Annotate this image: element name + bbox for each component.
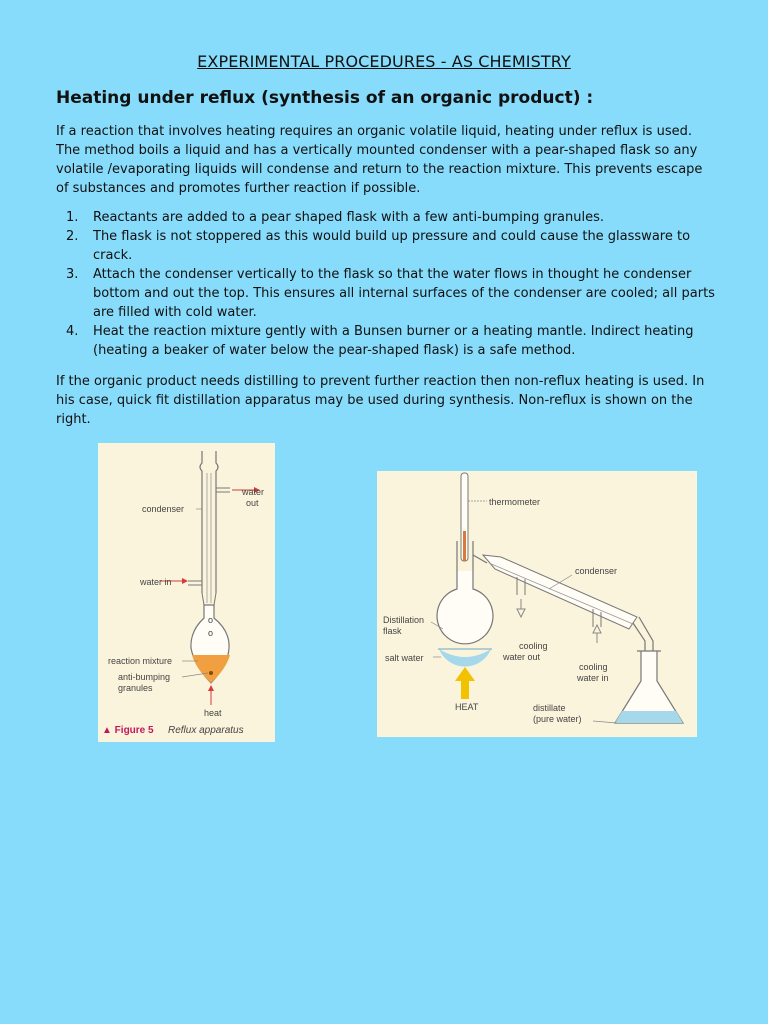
figure-caption-number: ▲ Figure 5: [102, 725, 154, 736]
reflux-diagram: [98, 443, 275, 742]
cooling-water-in-label: water in: [577, 673, 609, 683]
granule-icon: [209, 671, 213, 675]
step-text: Heat the reaction mixture gently with a Bunsen burner or a heating mantle. Indirect heating (heating a beaker of water below the pear-shaped flask) is a safe method.: [93, 324, 694, 358]
figure-caption-text: Reflux apparatus: [168, 725, 244, 736]
leader-line: [593, 721, 617, 723]
condenser-label: condenser: [575, 566, 618, 576]
droplet-icon: o: [208, 628, 214, 638]
cooling-water-out-label: water out: [503, 652, 541, 662]
water-in-label: water in: [140, 577, 172, 587]
heat-label: heat: [204, 708, 222, 718]
droplet-icon: o: [208, 615, 214, 625]
anti-bumping-label: granules: [118, 683, 153, 693]
outro-paragraph: If the organic product needs distilling to prevent further reaction then non-reflux heating is used. In his case, quick fit distillation apparatus may be used during synthesis. Non-reflux is shown on the right.: [56, 374, 705, 427]
section-heading: Heating under reflux (synthesis of an organic product) :: [56, 88, 594, 108]
distillate-label: (pure water): [533, 714, 582, 724]
receiver-adapter: [633, 617, 653, 651]
distillation-flask: [437, 571, 493, 644]
page-title: EXPERIMENTAL PROCEDURES - AS CHEMISTRY: [197, 52, 571, 71]
water-out-label: out: [246, 498, 259, 508]
distillate-label: distillate: [533, 703, 566, 713]
reaction-mixture: [192, 655, 230, 683]
anti-bumping-label: anti-bumping: [118, 672, 171, 682]
condenser-joint: [202, 593, 216, 605]
cooling-water-in-label: cooling: [579, 662, 608, 672]
distillation-diagram: [377, 471, 697, 737]
arrowhead-icon: [208, 685, 214, 691]
water-out-label: water: [242, 487, 265, 497]
list-item: [56, 208, 720, 227]
arrowhead-icon: [182, 578, 188, 584]
condenser-inner-tube: [207, 473, 211, 603]
list-item: [56, 322, 720, 360]
step-text: The flask is not stoppered as this would build up pressure and could cause the glassware to crack.: [93, 229, 691, 263]
water-in-arm: [188, 581, 202, 585]
thermometer-label: thermometer: [489, 497, 541, 507]
reflux-apparatus-figure: [98, 443, 275, 742]
intro-paragraph: If a reaction that involves heating requires an organic volatile liquid, heating under reflux is used. The method boils a liquid and has a vertically mounted condenser with a pear-shaped flask so any volatile /evaporating liquids will condense and return to the reaction mixture. This prevents escape of substances and promotes further reaction if possible.: [56, 124, 703, 196]
salt-water-liquid: [439, 649, 491, 667]
heat-arrow-icon: [455, 667, 475, 699]
step-number: 2.: [66, 229, 79, 244]
distillation-apparatus-figure: [377, 471, 697, 737]
list-item: [56, 265, 720, 322]
condenser-label: condenser: [142, 504, 185, 514]
water-out-arm: [216, 488, 230, 492]
step-text: Reactants are added to a pear shaped flask with a few anti-bumping granules.: [93, 210, 605, 225]
reaction-mixture-label: reaction mixture: [108, 656, 173, 666]
heat-label: HEAT: [455, 702, 479, 712]
distillation-flask-label: Distillation: [383, 615, 425, 625]
step-number: 4.: [66, 324, 79, 339]
thermometer-bulb: [463, 531, 466, 561]
distillate-liquid: [615, 711, 683, 723]
cooling-in-arrow-icon: [593, 625, 601, 643]
step-text: Attach the condenser vertically to the flask so that the water flows in thought he condenser bottom and out the top. This ensures all internal surfaces of the condenser are cooled; all parts are filled with cold water.: [93, 267, 715, 320]
condenser-jacket: [200, 451, 218, 593]
list-item: [56, 227, 720, 265]
procedure-steps: [56, 208, 720, 360]
salt-water-label: salt water: [385, 653, 424, 663]
cooling-out-arrow-icon: [517, 599, 525, 617]
cooling-water-out-label: cooling: [519, 641, 548, 651]
distillation-flask-label: flask: [383, 626, 402, 636]
step-number: 1.: [66, 210, 79, 225]
step-number: 3.: [66, 267, 79, 282]
